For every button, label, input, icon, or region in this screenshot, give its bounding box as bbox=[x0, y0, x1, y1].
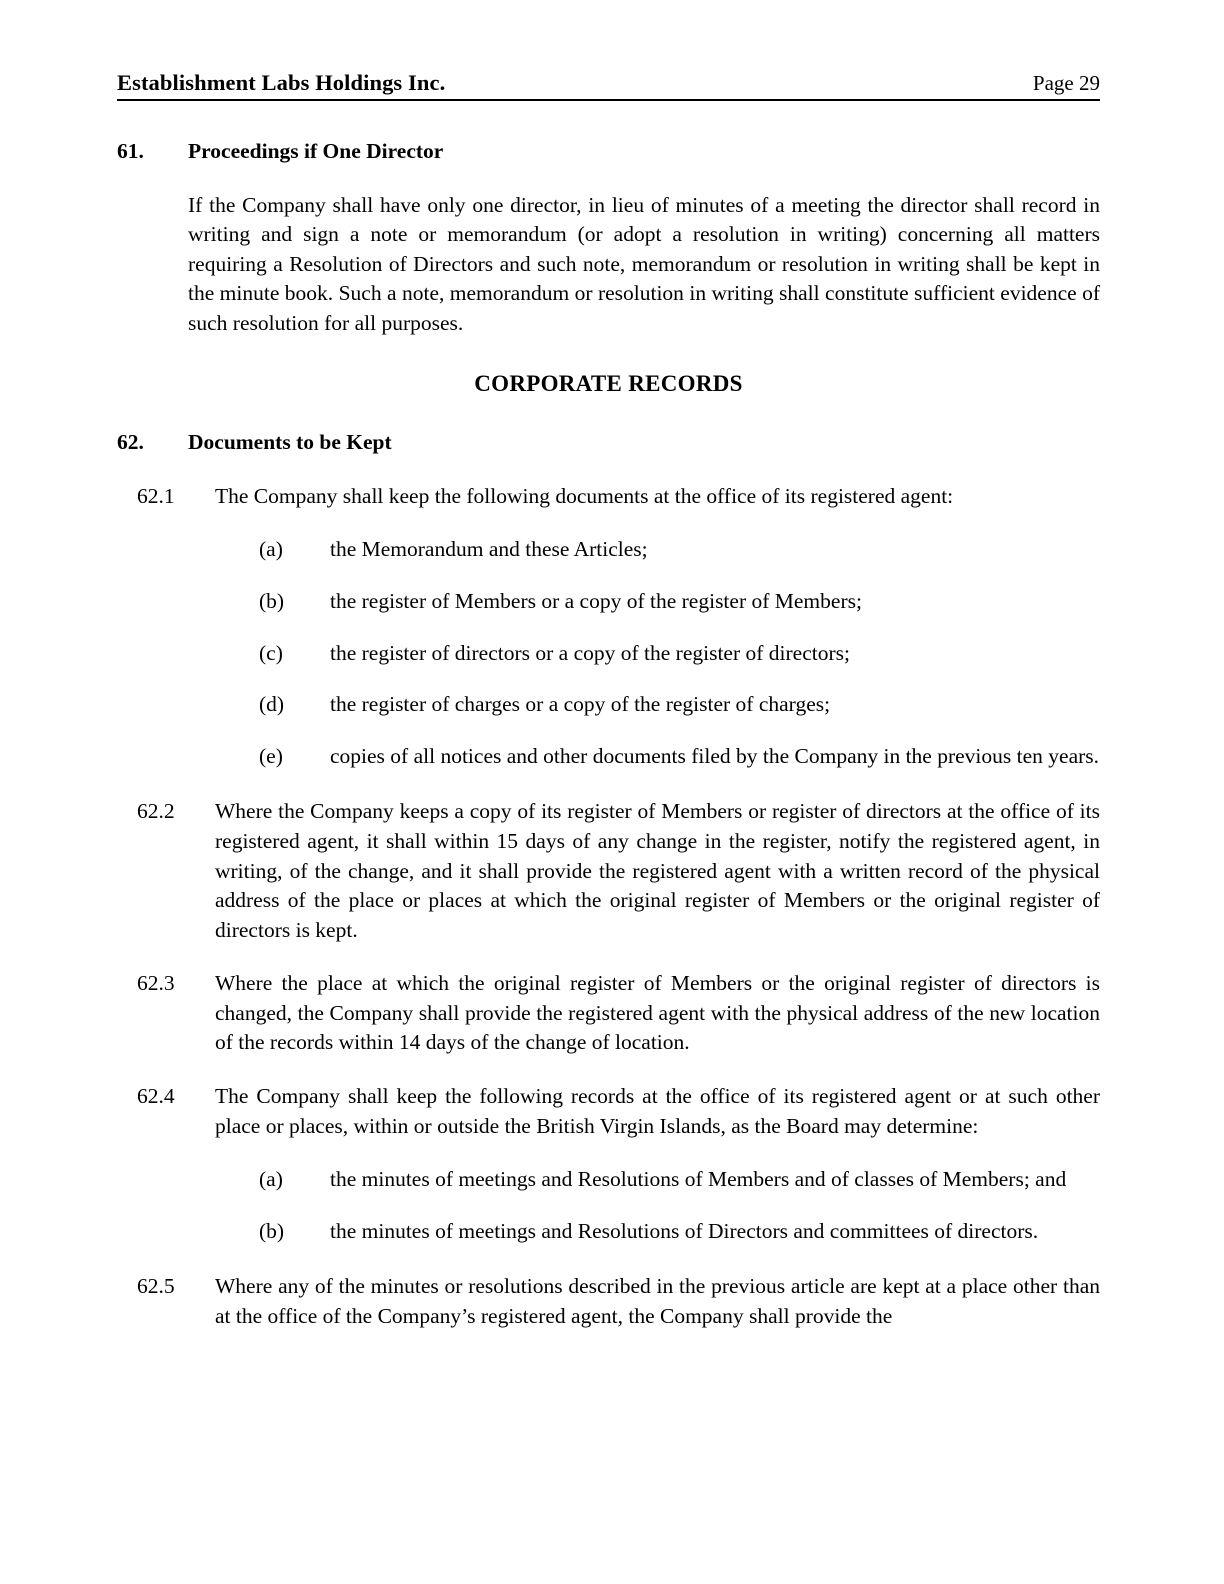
subitem-marker: (c) bbox=[259, 640, 283, 665]
article-61-paragraph: If the Company shall have only one director, in lieu of minutes of a meeting the director shall record in writing and sign a note or memorandum (or adopt a resolution in writing) concerning all matters requiring a Resolution of Directors and such note, memorandum or resolution in writing shall be kept in the minute book. Such a note, memorandum or resolution in writing shall constitute sufficient evidence of such resolution for all purposes. bbox=[188, 192, 1100, 335]
list-item bbox=[259, 690, 1100, 720]
article-61-title: Proceedings if One Director bbox=[188, 139, 444, 163]
list-item bbox=[259, 742, 1100, 772]
subitem-text: the Memorandum and these Articles; bbox=[330, 537, 648, 562]
clause-62-3 bbox=[117, 969, 1100, 1058]
subitem-text: copies of all notices and other documents filed by the Company in the previous ten years. bbox=[330, 743, 1100, 768]
list-item bbox=[259, 535, 1100, 565]
clause-62-2-number: 62.2 bbox=[137, 799, 175, 824]
article-61-heading bbox=[117, 137, 1100, 167]
clause-62-1-number: 62.1 bbox=[137, 483, 175, 508]
list-item bbox=[259, 587, 1100, 617]
header-company-name: Establishment Labs Holdings Inc. bbox=[117, 70, 446, 95]
subitem-text: the register of charges or a copy of the register of charges; bbox=[330, 692, 831, 717]
list-item bbox=[259, 1165, 1100, 1195]
clause-62-4-text: The Company shall keep the following records at the office of its registered agent or at such other place or places, within or outside the British Virgin Islands, as the Board may determine: bbox=[215, 1084, 1100, 1138]
list-item bbox=[259, 1217, 1100, 1247]
subitem-marker: (d) bbox=[259, 692, 285, 717]
article-62-title: Documents to be Kept bbox=[188, 430, 392, 455]
clause-62-2 bbox=[117, 797, 1100, 945]
clause-62-5-number: 62.5 bbox=[137, 1274, 175, 1299]
subitem-text: the register of directors or a copy of the register of directors; bbox=[330, 640, 850, 665]
header-page-number: Page 29 bbox=[1032, 71, 1100, 95]
clause-62-2-text: Where the Company keeps a copy of its register of Members or register of directors at the office of its registered agent, it shall within 15 days of any change in the register, notify the registered agent, in writing, of the change, and it shall provide the registered agent with a written record of the physical address of the place or places at which the original register of Members or the original register of directors is kept. bbox=[215, 799, 1100, 942]
clause-62-5 bbox=[117, 1272, 1100, 1331]
clause-62-4 bbox=[117, 1082, 1100, 1141]
part-heading-corporate-records: CORPORATE RECORDS bbox=[474, 370, 743, 396]
subitem-marker: (e) bbox=[259, 743, 283, 768]
page-header bbox=[117, 70, 1100, 101]
article-62-heading bbox=[117, 428, 1100, 458]
clause-62-3-number: 62.3 bbox=[137, 971, 175, 996]
document-body bbox=[117, 101, 1100, 1332]
subitem-marker: (a) bbox=[259, 537, 283, 562]
subitem-text: the register of Members or a copy of the register of Members; bbox=[330, 588, 862, 613]
clause-62-1 bbox=[117, 482, 1100, 512]
article-61-number: 61. bbox=[117, 139, 144, 163]
subitem-text: the minutes of meetings and Resolutions of Directors and committees of directors. bbox=[330, 1218, 1039, 1243]
article-62-number: 62. bbox=[117, 430, 144, 455]
subitem-text: the minutes of meetings and Resolutions of Members and of classes of Members; and bbox=[330, 1167, 1067, 1192]
clause-62-4-number: 62.4 bbox=[137, 1084, 175, 1109]
subitem-marker: (b) bbox=[259, 1218, 285, 1243]
clause-62-1-text: The Company shall keep the following documents at the office of its registered agent: bbox=[215, 483, 954, 508]
list-item bbox=[259, 639, 1100, 669]
clause-62-3-text: Where the place at which the original register of Members or the original register of directors is changed, the Company shall provide the registered agent with the physical address of the new location of the records within 14 days of the change of location. bbox=[215, 971, 1100, 1055]
subitem-marker: (a) bbox=[259, 1167, 283, 1192]
subitem-marker: (b) bbox=[259, 588, 285, 613]
clause-62-5-text: Where any of the minutes or resolutions described in the previous article are kept at a place other than at the office of the Company’s registered agent, the Company shall provide the bbox=[215, 1274, 1100, 1329]
